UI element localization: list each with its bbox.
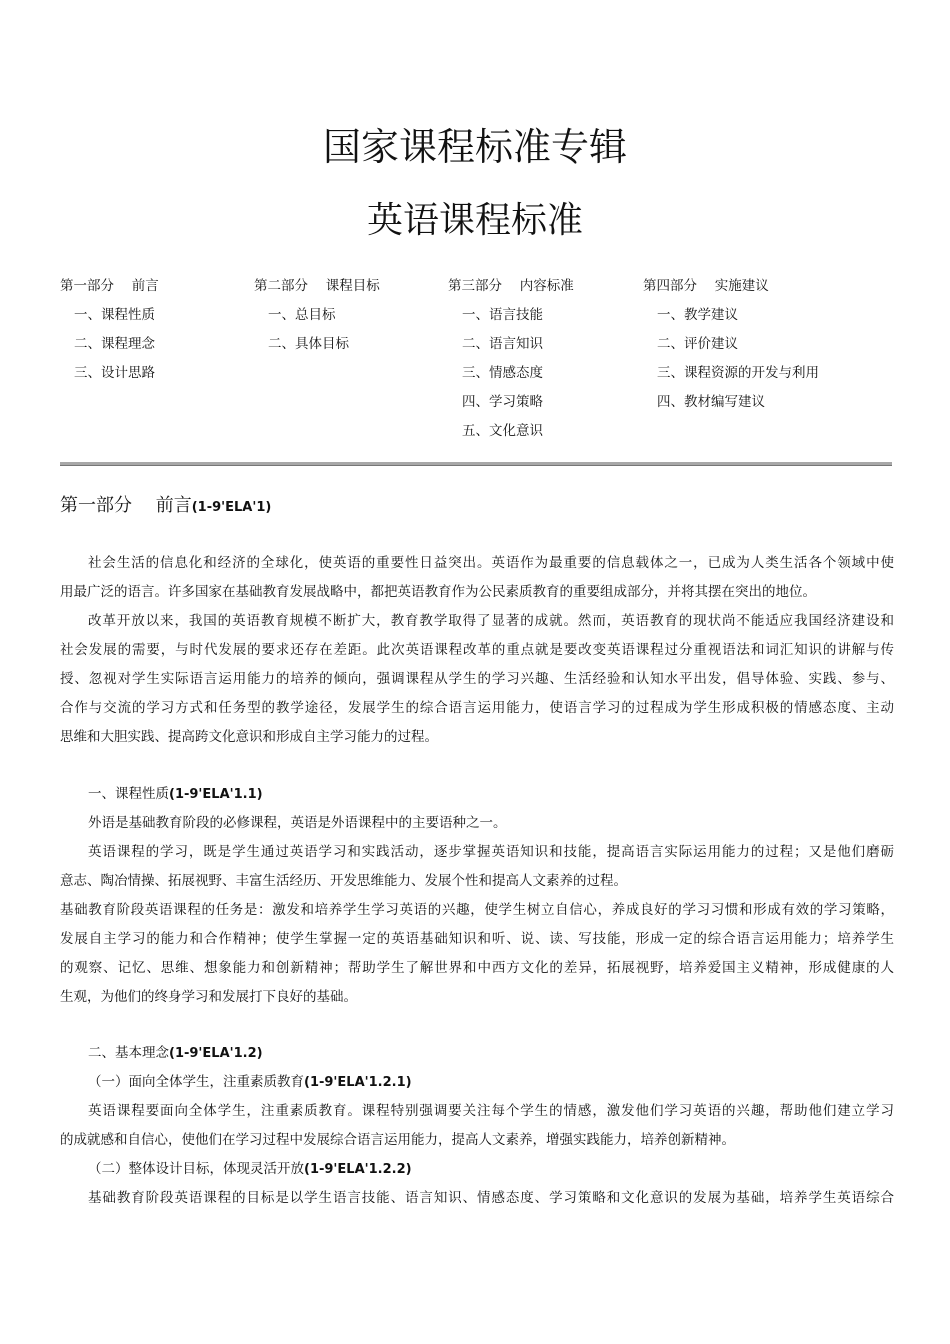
document-title: 英语课程标准 <box>366 200 583 241</box>
section-heading <box>60 492 271 522</box>
toc-item[interactable]: 一、教学建议 <box>657 307 738 323</box>
toc-item[interactable]: 一、语言技能 <box>462 307 543 323</box>
toc-item[interactable]: 三、课程资源的开发与利用 <box>657 365 819 381</box>
toc-column-4 <box>643 276 819 421</box>
paragraph-line: 的成就感和自信心，使他们在学习过程中发展综合语言运用能力，提高人文素养，增强实践能力，培养创新精神。 <box>60 1132 735 1148</box>
subsection-title: 一、课程性质 <box>88 786 169 802</box>
toc-item[interactable]: 一、总目标 <box>268 307 336 323</box>
paragraph-line: 英语课程要面向全体学生，注重素质教育。课程特别强调要关注每个学生的情感，激发他们学习英语的兴趣，帮助他们建立学习 <box>88 1103 894 1119</box>
subsection-heading <box>88 784 922 805</box>
section-code: (1-9'ELA'1) <box>191 500 272 515</box>
toc-item[interactable]: 三、情感态度 <box>462 365 543 381</box>
toc-part-heading[interactable]: 第一部分 前言 <box>60 278 159 294</box>
paragraph-line: 用最广泛的语言。许多国家在基础教育发展战略中，都把英语教育作为公民素质教育的重要组成部分，并将其摆在突出的地位。 <box>60 584 816 600</box>
toc-item[interactable]: 三、设计思路 <box>74 365 155 381</box>
paragraph-line: 合作与交流的学习方式和任务型的教学途径，发展学生的综合语言运用能力，使语言学习的过程成为学生形成积极的情感态度、主动 <box>60 700 894 716</box>
subsubsection-title: （二）整体设计目标，体现灵活开放 <box>88 1161 304 1177</box>
subsection-title: 二、基本理念 <box>88 1045 169 1061</box>
toc-part-heading[interactable]: 第三部分 内容标准 <box>448 278 574 294</box>
subsection-code: (1-9'ELA'1.2) <box>169 1046 263 1061</box>
paragraph-line: 意志、陶冶情操、拓展视野、丰富生活经历、开发思维能力、发展个性和提高人文素养的过程。 <box>60 873 627 889</box>
toc-item[interactable]: 五、文化意识 <box>462 423 543 439</box>
subsubsection-code: (1-9'ELA'1.2.2) <box>304 1162 412 1177</box>
divider-rule <box>60 462 892 466</box>
toc-item[interactable]: 二、评价建议 <box>657 336 738 352</box>
subsection-heading <box>88 1043 922 1064</box>
paragraph-line: 改革开放以来，我国的英语教育规模不断扩大，教育教学取得了显著的成就。然而，英语教育的现状尚不能适应我国经济建设和 <box>88 613 894 629</box>
subsubsection-title: （一）面向全体学生，注重素质教育 <box>88 1074 304 1090</box>
paragraph-line: 外语是基础教育阶段的必修课程，英语是外语课程中的主要语种之一。 <box>88 815 507 831</box>
collection-title: 国家课程标准专辑 <box>322 125 627 169</box>
subsubsection-heading <box>88 1072 922 1093</box>
paragraph-line: 发展自主学习的能力和合作精神；使学生掌握一定的英语基础知识和听、说、读、写技能，形成一定的综合语言运用能力；培养学生 <box>60 931 894 947</box>
toc-column-1 <box>60 276 159 392</box>
paragraph-line: 社会发展的需要，与时代发展的要求还存在差距。此次英语课程改革的重点就是要改变英语课程过分重视语法和词汇知识的讲解与传 <box>60 642 894 658</box>
toc-part-heading[interactable]: 第四部分 实施建议 <box>643 278 769 294</box>
toc-part-heading[interactable]: 第二部分 课程目标 <box>254 278 380 294</box>
toc-item[interactable]: 二、具体目标 <box>268 336 349 352</box>
subsubsection-heading <box>88 1159 922 1180</box>
paragraph-line: 思维和大胆实践、提高跨文化意识和形成自主学习能力的过程。 <box>60 729 438 745</box>
paragraph-line: 的观察、记忆、思维、想象能力和创新精神；帮助学生了解世界和中西方文化的差异，拓展视野，培养爱国主义精神，形成健康的人 <box>60 960 894 976</box>
paragraph-line: 社会生活的信息化和经济的全球化，使英语的重要性日益突出。英语作为最重要的信息载体之一，已成为人类生活各个领域中使 <box>88 555 894 571</box>
section-title: 第一部分 前言 <box>60 495 192 516</box>
paragraph-line: 基础教育阶段英语课程的任务是：激发和培养学生学习英语的兴趣，使学生树立自信心，养成良好的学习习惯和形成有效的学习策略， <box>60 902 894 918</box>
toc-item[interactable]: 二、课程理念 <box>74 336 155 352</box>
toc-column-3 <box>448 276 574 450</box>
toc-item[interactable]: 一、课程性质 <box>74 307 155 323</box>
paragraph-line: 授、忽视对学生实际语言运用能力的培养的倾向，强调课程从学生的学习兴趣、生活经验和认知水平出发，倡导体验、实践、参与、 <box>60 671 894 687</box>
toc-item[interactable]: 二、语言知识 <box>462 336 543 352</box>
subsubsection-code: (1-9'ELA'1.2.1) <box>304 1075 412 1090</box>
paragraph-line: 生观，为他们的终身学习和发展打下良好的基础。 <box>60 989 357 1005</box>
paragraph-line: 基础教育阶段英语课程的目标是以学生语言技能、语言知识、情感态度、学习策略和文化意识的发展为基础，培养学生英语综合 <box>88 1190 894 1206</box>
toc-column-2 <box>254 276 380 363</box>
subsection-code: (1-9'ELA'1.1) <box>169 787 263 802</box>
toc-item[interactable]: 四、教材编写建议 <box>657 394 765 410</box>
toc-item[interactable]: 四、学习策略 <box>462 394 543 410</box>
paragraph-line: 英语课程的学习，既是学生通过英语学习和实践活动，逐步掌握英语知识和技能，提高语言实际运用能力的过程；又是他们磨砺 <box>88 844 894 860</box>
